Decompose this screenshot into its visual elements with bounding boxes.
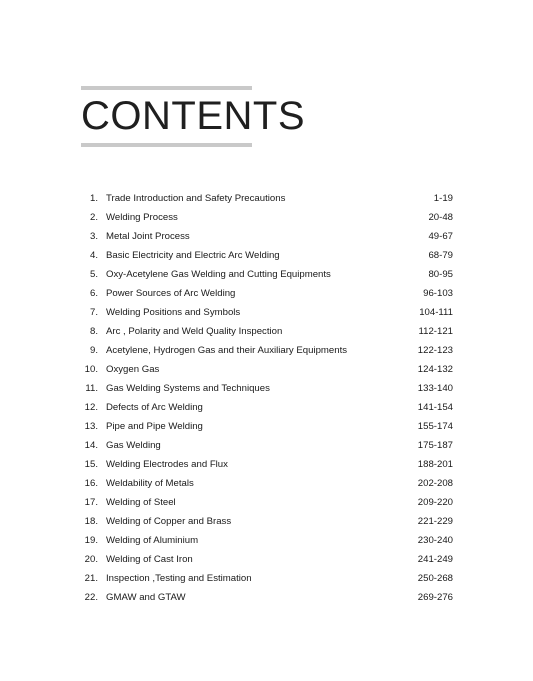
entry-title: Pipe and Pipe Welding bbox=[106, 421, 203, 432]
toc-entry bbox=[80, 531, 453, 550]
entry-number: 20. bbox=[84, 554, 98, 565]
entry-number: 17. bbox=[84, 497, 98, 508]
entry-title: Gas Welding bbox=[106, 440, 161, 451]
entry-pages: 175-187 bbox=[417, 440, 453, 451]
entry-pages: 188-201 bbox=[417, 459, 453, 470]
toc-entry bbox=[80, 189, 453, 208]
entry-pages: 230-240 bbox=[417, 535, 453, 546]
entry-number: 19. bbox=[84, 535, 98, 546]
toc-entry bbox=[80, 284, 453, 303]
toc-entry bbox=[80, 588, 453, 607]
entry-number: 9. bbox=[89, 345, 98, 356]
entry-number: 2. bbox=[89, 212, 98, 223]
entry-pages: 133-140 bbox=[417, 383, 453, 394]
entry-pages: 241-249 bbox=[417, 554, 453, 565]
entry-title: Arc , Polarity and Weld Quality Inspection bbox=[106, 326, 283, 337]
entry-number: 15. bbox=[84, 459, 98, 470]
entry-title: GMAW and GTAW bbox=[106, 592, 186, 603]
toc-entry bbox=[80, 398, 453, 417]
entry-title: Weldability of Metals bbox=[106, 478, 194, 489]
toc-entry bbox=[80, 360, 453, 379]
entry-title: Welding of Copper and Brass bbox=[106, 516, 232, 527]
top-rule bbox=[81, 86, 252, 90]
entry-number: 6. bbox=[89, 288, 98, 299]
toc-entry bbox=[80, 246, 453, 265]
toc-entry bbox=[80, 493, 453, 512]
entry-pages: 141-154 bbox=[417, 402, 453, 413]
entry-title: Defects of Arc Welding bbox=[106, 402, 203, 413]
entry-number: 21. bbox=[84, 573, 98, 584]
entry-pages: 20-48 bbox=[428, 212, 453, 223]
entry-number: 18. bbox=[84, 516, 98, 527]
entry-pages: 124-132 bbox=[417, 364, 453, 375]
entry-title: Welding Positions and Symbols bbox=[106, 307, 241, 318]
entry-number: 10. bbox=[84, 364, 98, 375]
contents-heading-block bbox=[81, 86, 305, 147]
toc-entry bbox=[80, 379, 453, 398]
entry-number: 13. bbox=[84, 421, 98, 432]
toc-entry bbox=[80, 550, 453, 569]
entry-number: 7. bbox=[89, 307, 98, 318]
entry-title: Oxygen Gas bbox=[106, 364, 160, 375]
entry-pages: 68-79 bbox=[428, 250, 453, 261]
entry-title: Welding Process bbox=[106, 212, 178, 223]
entry-number: 14. bbox=[84, 440, 98, 451]
entry-pages: 209-220 bbox=[417, 497, 453, 508]
toc-entry bbox=[80, 417, 453, 436]
entry-pages: 269-276 bbox=[417, 592, 453, 603]
entry-pages: 1-19 bbox=[433, 193, 453, 204]
toc-entry bbox=[80, 569, 453, 588]
toc-entry bbox=[80, 474, 453, 493]
bottom-rule bbox=[81, 143, 252, 147]
page-title: CONTENTS bbox=[81, 94, 305, 138]
toc-entry bbox=[80, 512, 453, 531]
toc-entry bbox=[80, 341, 453, 360]
table-of-contents bbox=[80, 189, 453, 607]
toc-entry bbox=[80, 303, 453, 322]
entry-title: Metal Joint Process bbox=[106, 231, 190, 242]
toc-entry bbox=[80, 208, 453, 227]
entry-number: 22. bbox=[84, 592, 98, 603]
entry-pages: 104-111 bbox=[419, 307, 453, 318]
entry-number: 11. bbox=[85, 383, 98, 394]
entry-title: Oxy-Acetylene Gas Welding and Cutting Equipments bbox=[106, 269, 331, 280]
entry-number: 16. bbox=[84, 478, 98, 489]
entry-pages: 202-208 bbox=[417, 478, 453, 489]
entry-number: 1. bbox=[89, 193, 98, 204]
entry-title: Basic Electricity and Electric Arc Welding bbox=[106, 250, 280, 261]
entry-title: Power Sources of Arc Welding bbox=[106, 288, 236, 299]
entry-title: Welding of Cast Iron bbox=[106, 554, 193, 565]
entry-number: 4. bbox=[89, 250, 98, 261]
entry-title: Welding Electrodes and Flux bbox=[106, 459, 228, 470]
toc-entry bbox=[80, 455, 453, 474]
toc-entry bbox=[80, 322, 453, 341]
entry-title: Trade Introduction and Safety Precautions bbox=[106, 193, 286, 204]
entry-title: Welding of Steel bbox=[106, 497, 176, 508]
entry-title: Gas Welding Systems and Techniques bbox=[106, 383, 270, 394]
toc-entry bbox=[80, 265, 453, 284]
entry-pages: 112-121 bbox=[418, 326, 453, 337]
toc-entry bbox=[80, 436, 453, 455]
entry-pages: 49-67 bbox=[428, 231, 453, 242]
entry-number: 8. bbox=[89, 326, 98, 337]
entry-pages: 96-103 bbox=[423, 288, 453, 299]
entry-title: Inspection ,Testing and Estimation bbox=[106, 573, 252, 584]
entry-number: 5. bbox=[89, 269, 98, 280]
entry-pages: 250-268 bbox=[417, 573, 453, 584]
entry-title: Acetylene, Hydrogen Gas and their Auxiliary Equipments bbox=[106, 345, 348, 356]
toc-entry bbox=[80, 227, 453, 246]
entry-title: Welding of Aluminium bbox=[106, 535, 199, 546]
entry-pages: 122-123 bbox=[417, 345, 453, 356]
entry-number: 12. bbox=[84, 402, 98, 413]
entry-pages: 155-174 bbox=[417, 421, 453, 432]
entry-pages: 221-229 bbox=[417, 516, 453, 527]
entry-number: 3. bbox=[89, 231, 98, 242]
entry-pages: 80-95 bbox=[428, 269, 453, 280]
